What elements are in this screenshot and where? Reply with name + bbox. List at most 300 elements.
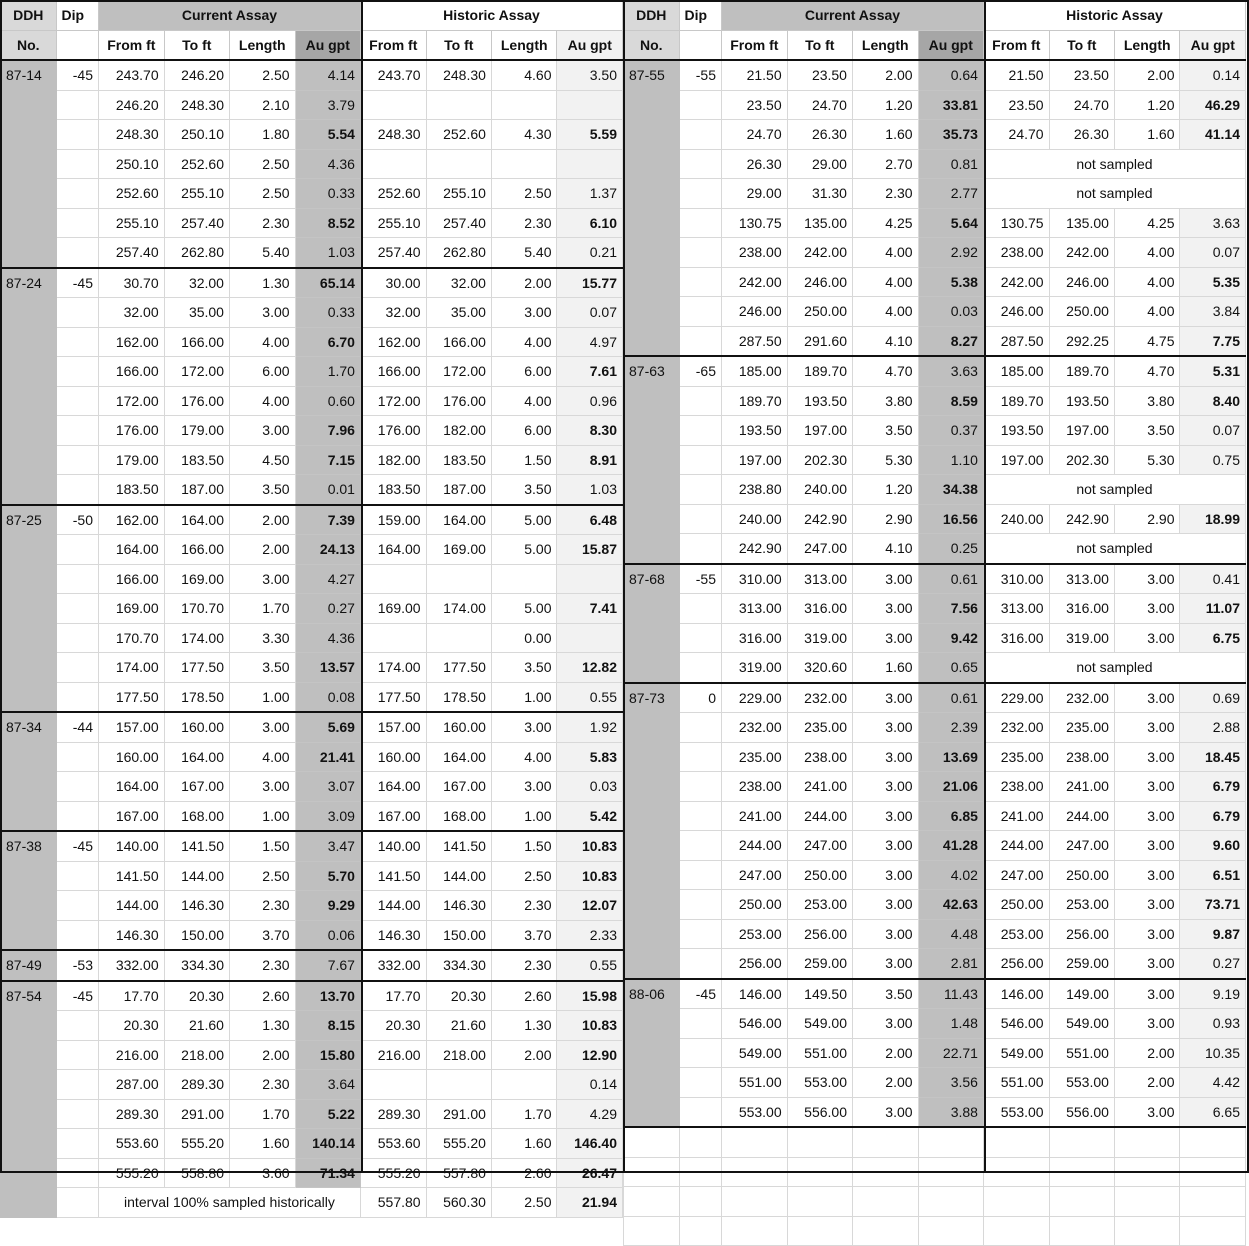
table-row <box>624 120 1246 150</box>
dip-cell <box>679 475 722 505</box>
current-from-cell: 553.60 <box>99 1129 165 1159</box>
current-au-cell: 3.88 <box>918 1097 983 1127</box>
historic-length-cell: 4.30 <box>491 120 557 150</box>
current-length-cell: 3.00 <box>229 298 295 328</box>
historic-from-cell: 164.00 <box>360 772 426 802</box>
current-from-cell: 167.00 <box>99 801 165 831</box>
current-length-cell: 1.20 <box>852 475 918 505</box>
current-length-cell: 1.30 <box>229 1011 295 1041</box>
table-row <box>624 919 1246 949</box>
historic-to-header: To ft <box>1049 30 1114 60</box>
dip-cell <box>679 445 722 475</box>
current-to-cell: 242.00 <box>787 238 852 268</box>
dip-blank-header <box>56 30 99 60</box>
dip-cell: -45 <box>56 60 99 90</box>
table-row <box>1 564 623 594</box>
dip-cell <box>679 208 722 238</box>
historic-length-cell: 1.50 <box>491 445 557 475</box>
historic-au-header: Au gpt <box>1180 30 1246 60</box>
ddh-cell <box>1 772 57 802</box>
current-au-cell: 13.57 <box>295 653 360 683</box>
table-row <box>624 860 1246 890</box>
historic-from-cell: 229.00 <box>983 683 1049 713</box>
current-length-cell: 3.00 <box>852 594 918 624</box>
dip-cell <box>679 1038 722 1068</box>
current-to-cell: 193.50 <box>787 386 852 416</box>
current-from-cell: 238.80 <box>722 475 788 505</box>
historic-from-header: From ft <box>983 30 1049 60</box>
historic-to-cell <box>426 90 491 120</box>
dip-cell: -45 <box>679 979 722 1009</box>
current-length-cell: 2.00 <box>229 505 295 535</box>
current-length-cell: 3.00 <box>229 416 295 446</box>
current-length-cell: 3.00 <box>229 772 295 802</box>
historic-from-cell: 549.00 <box>983 1038 1049 1068</box>
historic-to-cell: 292.25 <box>1049 326 1114 356</box>
current-from-cell: 287.00 <box>99 1070 165 1100</box>
historic-to-cell: 241.00 <box>1049 772 1114 802</box>
empty-cell <box>722 1187 788 1217</box>
historic-length-cell: 3.00 <box>1114 979 1180 1009</box>
ddh-cell <box>1 653 57 683</box>
table-row <box>1 445 623 475</box>
current-from-cell: 166.00 <box>99 357 165 387</box>
historic-au-cell: 0.96 <box>557 386 623 416</box>
historic-from-cell: 20.30 <box>360 1011 426 1041</box>
table-row <box>1 298 623 328</box>
current-au-cell: 7.67 <box>295 950 360 981</box>
historic-to-cell: 176.00 <box>426 386 491 416</box>
historic-to-cell: 26.30 <box>1049 120 1114 150</box>
assay-rows-left <box>1 60 623 1217</box>
historic-to-cell <box>426 149 491 179</box>
current-to-cell: 144.00 <box>164 861 229 891</box>
ddh-cell <box>1 920 57 950</box>
historic-to-cell <box>426 564 491 594</box>
historic-au-cell: 7.61 <box>557 357 623 387</box>
current-au-header: Au gpt <box>295 30 360 60</box>
historic-au-cell: 6.79 <box>1180 772 1246 802</box>
historic-from-cell: 238.00 <box>983 238 1049 268</box>
ddh-cell <box>624 860 680 890</box>
empty-cell <box>1114 1157 1180 1187</box>
historic-length-cell <box>491 564 557 594</box>
current-from-cell: 177.50 <box>99 682 165 712</box>
dip-header: Dip <box>679 1 722 31</box>
historic-from-cell: 164.00 <box>360 535 426 565</box>
historic-length-cell: 3.00 <box>1114 801 1180 831</box>
historic-from-cell: 310.00 <box>983 564 1049 594</box>
current-length-cell: 3.00 <box>852 860 918 890</box>
current-to-cell: 26.30 <box>787 120 852 150</box>
current-from-cell: 172.00 <box>99 386 165 416</box>
historic-to-cell: 164.00 <box>426 505 491 535</box>
current-au-cell: 7.39 <box>295 505 360 535</box>
table-row <box>1 386 623 416</box>
historic-length-cell: 3.00 <box>1114 1009 1180 1039</box>
table-row <box>624 1187 1246 1217</box>
dip-cell: 0 <box>679 683 722 713</box>
current-length-cell: 1.70 <box>229 1099 295 1129</box>
current-au-cell: 3.07 <box>295 772 360 802</box>
header-row-2 <box>1 30 623 60</box>
current-to-cell: 553.00 <box>787 1068 852 1098</box>
dip-cell: -55 <box>679 60 722 90</box>
current-to-cell: 235.00 <box>787 713 852 743</box>
current-from-cell: 256.00 <box>722 949 788 979</box>
historic-length-cell: 5.40 <box>491 238 557 268</box>
current-au-cell: 3.47 <box>295 831 360 861</box>
current-from-cell: 26.30 <box>722 149 788 179</box>
current-to-cell: 555.20 <box>164 1129 229 1159</box>
historic-from-cell: 242.00 <box>983 267 1049 297</box>
historic-from-cell: 197.00 <box>983 445 1049 475</box>
historic-length-cell: 3.00 <box>1114 742 1180 772</box>
current-to-cell: 238.00 <box>787 742 852 772</box>
historic-au-cell: 26.47 <box>557 1158 623 1188</box>
historic-au-cell: 12.07 <box>557 891 623 921</box>
current-from-cell: 29.00 <box>722 179 788 209</box>
historic-length-cell: 1.60 <box>491 1129 557 1159</box>
historic-from-cell: 189.70 <box>983 386 1049 416</box>
current-from-cell: 179.00 <box>99 445 165 475</box>
ddh-cell <box>624 1097 680 1127</box>
current-au-cell: 42.63 <box>918 890 983 920</box>
historic-au-cell: 0.14 <box>557 1070 623 1100</box>
current-au-cell: 0.61 <box>918 564 983 594</box>
historic-from-cell: 24.70 <box>983 120 1049 150</box>
historic-to-cell: 556.00 <box>1049 1097 1114 1127</box>
dip-cell <box>679 890 722 920</box>
current-au-cell: 35.73 <box>918 120 983 150</box>
ddh-cell <box>1 623 57 653</box>
current-from-cell: 238.00 <box>722 772 788 802</box>
current-assay-header: Current Assay <box>722 1 984 31</box>
historic-au-cell: 0.07 <box>1180 416 1246 446</box>
current-from-cell: 24.70 <box>722 120 788 150</box>
historic-from-cell <box>360 564 426 594</box>
historic-to-cell: 250.00 <box>1049 297 1114 327</box>
current-from-cell: 316.00 <box>722 623 788 653</box>
ddh-cell <box>1 475 57 505</box>
ddh-cell <box>624 1038 680 1068</box>
historic-length-cell: 1.30 <box>491 1011 557 1041</box>
ddh-cell <box>624 890 680 920</box>
table-row <box>624 208 1246 238</box>
current-to-cell: 246.00 <box>787 267 852 297</box>
current-to-cell: 549.00 <box>787 1009 852 1039</box>
ddh-cell <box>1 238 57 268</box>
current-length-cell: 3.00 <box>852 831 918 861</box>
current-length-cell: 3.00 <box>852 949 918 979</box>
ddh-cell <box>624 120 680 150</box>
historic-length-cell: 6.00 <box>491 357 557 387</box>
historic-to-cell: 242.90 <box>1049 504 1114 534</box>
current-to-cell: 178.50 <box>164 682 229 712</box>
historic-length-cell: 3.00 <box>1114 831 1180 861</box>
current-length-cell: 4.00 <box>229 386 295 416</box>
current-to-cell: 35.00 <box>164 298 229 328</box>
historic-au-cell: 0.07 <box>1180 238 1246 268</box>
current-from-cell: 141.50 <box>99 861 165 891</box>
dip-cell <box>56 772 99 802</box>
table-row <box>1 891 623 921</box>
current-from-cell: 238.00 <box>722 238 788 268</box>
dip-cell <box>56 682 99 712</box>
empty-cell <box>983 1157 1049 1187</box>
dip-cell <box>56 208 99 238</box>
current-to-cell: 289.30 <box>164 1070 229 1100</box>
ddh-cell <box>1 386 57 416</box>
historic-au-cell: 21.94 <box>557 1188 623 1218</box>
current-from-cell: 160.00 <box>99 742 165 772</box>
dip-cell <box>56 891 99 921</box>
dip-cell <box>679 149 722 179</box>
historic-length-cell: 4.60 <box>491 60 557 90</box>
current-length-cell: 2.00 <box>852 1068 918 1098</box>
historic-to-cell: 144.00 <box>426 861 491 891</box>
historic-from-cell <box>360 1070 426 1100</box>
current-from-cell: 248.30 <box>99 120 165 150</box>
ddh-cell <box>1 564 57 594</box>
historic-au-cell: 9.60 <box>1180 831 1246 861</box>
historic-au-cell: 5.31 <box>1180 356 1246 386</box>
historic-from-cell: 174.00 <box>360 653 426 683</box>
historic-to-cell: 149.00 <box>1049 979 1114 1009</box>
current-to-cell: 259.00 <box>787 949 852 979</box>
historic-from-cell: 255.10 <box>360 208 426 238</box>
current-from-cell: 549.00 <box>722 1038 788 1068</box>
current-length-cell: 4.50 <box>229 445 295 475</box>
current-au-cell: 0.27 <box>295 594 360 624</box>
historic-au-cell <box>557 149 623 179</box>
historic-to-cell: 24.70 <box>1049 90 1114 120</box>
current-au-cell: 1.70 <box>295 357 360 387</box>
historic-length-cell: 2.30 <box>491 208 557 238</box>
empty-cell <box>852 1187 918 1217</box>
current-to-cell: 141.50 <box>164 831 229 861</box>
historic-au-cell: 6.51 <box>1180 860 1246 890</box>
historic-length-cell: 1.00 <box>491 682 557 712</box>
current-au-cell: 0.33 <box>295 179 360 209</box>
historic-from-cell: 253.00 <box>983 919 1049 949</box>
historic-au-cell: 6.79 <box>1180 801 1246 831</box>
table-row <box>1 120 623 150</box>
table-row <box>1 505 623 535</box>
current-au-cell: 41.28 <box>918 831 983 861</box>
current-length-cell: 2.50 <box>229 60 295 90</box>
historic-length-cell: 3.00 <box>1114 949 1180 979</box>
historic-length-cell: 1.00 <box>491 801 557 831</box>
current-length-cell: 1.30 <box>229 268 295 298</box>
current-from-cell: 255.10 <box>99 208 165 238</box>
historic-au-cell: 6.75 <box>1180 623 1246 653</box>
historic-from-cell: 144.00 <box>360 891 426 921</box>
assay-rows-right <box>624 60 1246 1246</box>
historic-to-cell: 319.00 <box>1049 623 1114 653</box>
historic-length-cell: 1.70 <box>491 1099 557 1129</box>
current-from-cell: 246.20 <box>99 90 165 120</box>
historic-length-cell: 5.00 <box>491 594 557 624</box>
current-au-cell: 0.08 <box>295 682 360 712</box>
current-to-cell: 551.00 <box>787 1038 852 1068</box>
current-au-cell: 21.41 <box>295 742 360 772</box>
historic-length-cell: 2.50 <box>491 861 557 891</box>
current-length-cell: 4.00 <box>229 327 295 357</box>
dip-cell <box>56 594 99 624</box>
table-row <box>1 238 623 268</box>
table-row <box>624 979 1246 1009</box>
historic-length-cell: 2.30 <box>491 891 557 921</box>
dip-cell <box>679 416 722 446</box>
ddh-cell <box>624 179 680 209</box>
current-length-cell: 2.50 <box>229 149 295 179</box>
assay-table-right <box>623 0 1246 1246</box>
historic-length-cell: 3.80 <box>1114 386 1180 416</box>
current-au-cell: 4.14 <box>295 60 360 90</box>
dip-cell <box>679 90 722 120</box>
current-au-cell: 71.34 <box>295 1158 360 1188</box>
current-from-cell: 170.70 <box>99 623 165 653</box>
ddh-cell <box>1 1099 57 1129</box>
not-sampled-cell: not sampled <box>983 653 1245 683</box>
historic-length-header: Length <box>1114 30 1180 60</box>
historic-length-cell: 3.00 <box>1114 623 1180 653</box>
historic-au-cell: 146.40 <box>557 1129 623 1159</box>
historic-to-cell: 172.00 <box>426 357 491 387</box>
historic-to-cell: 146.30 <box>426 891 491 921</box>
current-length-cell: 5.30 <box>852 445 918 475</box>
historic-to-header: To ft <box>426 30 491 60</box>
empty-cell <box>918 1216 983 1246</box>
ddh-cell <box>1 357 57 387</box>
current-from-cell: 216.00 <box>99 1040 165 1070</box>
dip-cell <box>679 1068 722 1098</box>
current-length-cell: 3.00 <box>852 919 918 949</box>
current-au-cell: 0.33 <box>295 298 360 328</box>
dip-cell <box>679 653 722 683</box>
current-from-cell: 164.00 <box>99 535 165 565</box>
current-to-cell: 146.30 <box>164 891 229 921</box>
historic-au-cell: 0.69 <box>1180 683 1246 713</box>
current-to-cell: 247.00 <box>787 831 852 861</box>
table-row <box>624 1127 1246 1157</box>
historic-au-cell: 0.27 <box>1180 949 1246 979</box>
ddh-cell: 87-14 <box>1 60 57 90</box>
historic-au-cell: 7.41 <box>557 594 623 624</box>
dip-cell <box>679 238 722 268</box>
historic-from-cell: 238.00 <box>983 772 1049 802</box>
current-from-cell: 193.50 <box>722 416 788 446</box>
ddh-cell <box>624 801 680 831</box>
current-from-cell: 130.75 <box>722 208 788 238</box>
empty-cell <box>852 1216 918 1246</box>
ddh-cell <box>624 772 680 802</box>
historic-au-cell: 10.83 <box>557 831 623 861</box>
historic-to-cell <box>426 1070 491 1100</box>
ddh-cell <box>624 208 680 238</box>
historic-from-cell: 287.50 <box>983 326 1049 356</box>
current-length-cell: 1.00 <box>229 801 295 831</box>
ddh-cell <box>624 949 680 979</box>
header-row-1 <box>1 1 623 31</box>
historic-from-cell: 551.00 <box>983 1068 1049 1098</box>
current-from-cell: 232.00 <box>722 713 788 743</box>
ddh-cell <box>624 416 680 446</box>
current-to-cell: 164.00 <box>164 742 229 772</box>
empty-cell <box>983 1216 1049 1246</box>
historic-to-cell: 557.80 <box>426 1158 491 1188</box>
current-length-cell: 2.50 <box>229 861 295 891</box>
current-to-cell: 197.00 <box>787 416 852 446</box>
sampling-note: interval 100% sampled historically <box>99 1188 361 1218</box>
historic-au-cell: 0.75 <box>1180 445 1246 475</box>
historic-from-cell: 248.30 <box>360 120 426 150</box>
current-au-cell: 8.27 <box>918 326 983 356</box>
dip-cell <box>679 860 722 890</box>
current-length-cell: 2.30 <box>229 1070 295 1100</box>
historic-to-cell: 160.00 <box>426 712 491 742</box>
historic-to-cell: 21.60 <box>426 1011 491 1041</box>
table-row <box>624 1009 1246 1039</box>
table-row <box>1 801 623 831</box>
historic-from-cell: 555.20 <box>360 1158 426 1188</box>
current-from-cell: 169.00 <box>99 594 165 624</box>
ddh-cell <box>1 445 57 475</box>
current-from-cell: 253.00 <box>722 919 788 949</box>
historic-au-cell: 15.87 <box>557 535 623 565</box>
current-length-cell: 3.00 <box>852 890 918 920</box>
empty-cell <box>722 1216 788 1246</box>
ddh-cell <box>624 713 680 743</box>
historic-au-cell: 4.29 <box>557 1099 623 1129</box>
historic-au-cell: 12.90 <box>557 1040 623 1070</box>
historic-from-cell: 160.00 <box>360 742 426 772</box>
current-au-cell: 0.81 <box>918 149 983 179</box>
historic-length-cell <box>491 90 557 120</box>
table-row <box>624 1157 1246 1187</box>
historic-from-cell: 553.60 <box>360 1129 426 1159</box>
historic-to-cell: 168.00 <box>426 801 491 831</box>
current-from-cell: 140.00 <box>99 831 165 861</box>
current-from-cell: 546.00 <box>722 1009 788 1039</box>
table-row <box>624 386 1246 416</box>
ddh-cell: 87-54 <box>1 981 57 1011</box>
current-au-cell: 3.63 <box>918 356 983 386</box>
ddh-cell <box>624 742 680 772</box>
table-row <box>1 950 623 981</box>
current-au-cell: 0.25 <box>918 534 983 564</box>
current-au-cell: 2.92 <box>918 238 983 268</box>
ddh-cell <box>1 801 57 831</box>
current-from-cell: 553.00 <box>722 1097 788 1127</box>
current-from-cell: 146.00 <box>722 979 788 1009</box>
historic-au-cell: 10.83 <box>557 861 623 891</box>
historic-au-cell: 6.65 <box>1180 1097 1246 1127</box>
historic-au-cell: 41.14 <box>1180 120 1246 150</box>
table-row <box>1 712 623 742</box>
dip-blank-header <box>679 30 722 60</box>
table-row <box>1 772 623 802</box>
current-from-cell: 176.00 <box>99 416 165 446</box>
historic-to-cell: 32.00 <box>426 268 491 298</box>
current-from-cell: 551.00 <box>722 1068 788 1098</box>
dip-cell <box>56 179 99 209</box>
current-au-cell: 4.02 <box>918 860 983 890</box>
historic-length-cell: 2.50 <box>491 179 557 209</box>
historic-from-cell: 172.00 <box>360 386 426 416</box>
historic-to-cell: 197.00 <box>1049 416 1114 446</box>
